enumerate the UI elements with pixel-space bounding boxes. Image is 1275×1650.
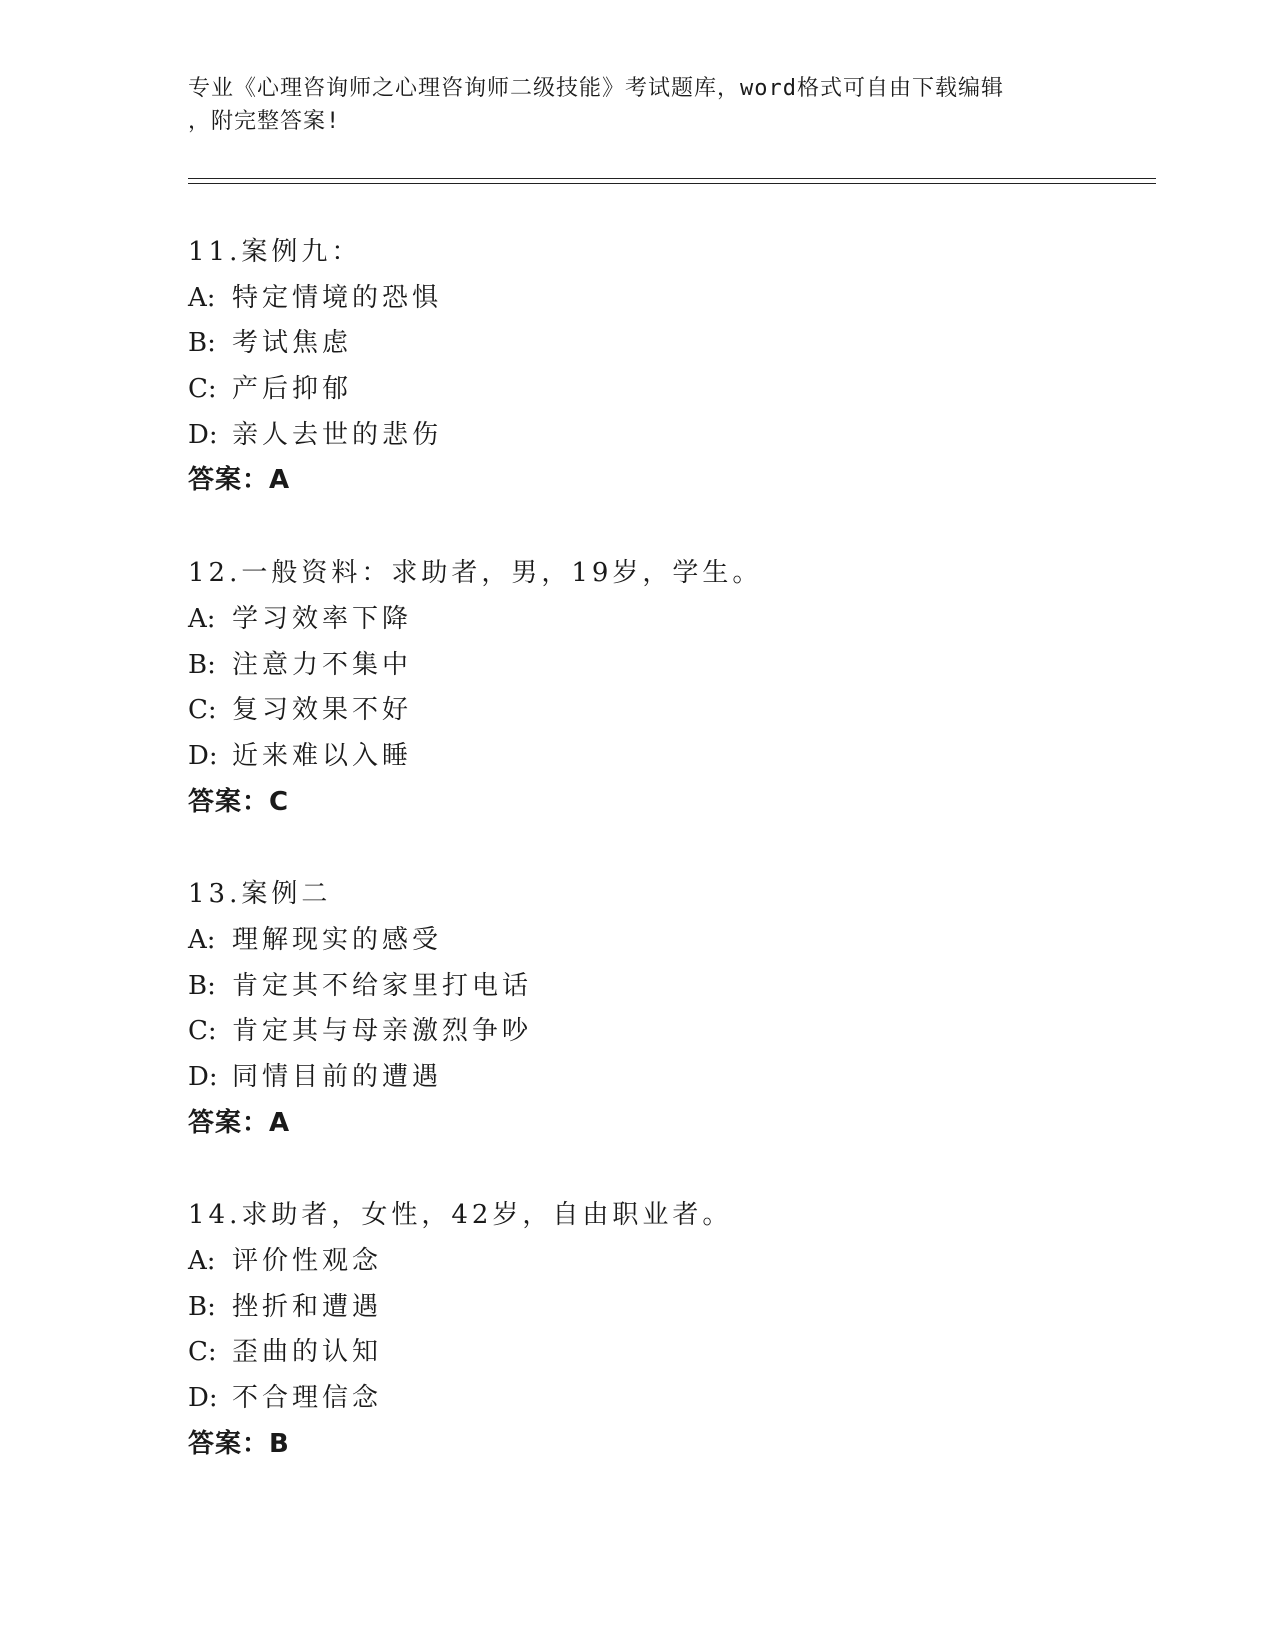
question-12 xyxy=(188,551,1148,825)
option-d xyxy=(188,734,1148,780)
option-text: 复习效果不好 xyxy=(232,695,413,726)
option-key: D: xyxy=(188,419,218,450)
option-key: D: xyxy=(188,740,218,771)
question-list xyxy=(188,230,1148,1515)
question-title: 13.案例二 xyxy=(188,879,332,910)
header-line-2: ，附完整答案! xyxy=(188,109,341,134)
document-header xyxy=(188,72,1088,138)
option-text: 亲人去世的悲伤 xyxy=(232,419,443,450)
option-key: A: xyxy=(188,1246,216,1277)
answer: 答案：A xyxy=(188,1107,291,1138)
question-title: 14.求助者，女性，42岁，自由职业者。 xyxy=(188,1200,733,1231)
option-b xyxy=(188,321,1148,367)
option-text: 不合理信念 xyxy=(232,1383,383,1414)
option-key: C: xyxy=(188,1016,217,1047)
option-key: C: xyxy=(188,695,217,726)
option-key: B: xyxy=(188,328,216,359)
question-13 xyxy=(188,872,1148,1146)
option-text: 近来难以入睡 xyxy=(232,740,413,771)
option-text: 肯定其与母亲激烈争吵 xyxy=(232,1016,533,1047)
option-key: D: xyxy=(188,1383,218,1414)
option-a xyxy=(188,918,1148,964)
option-text: 特定情境的恐惧 xyxy=(232,282,443,313)
option-c xyxy=(188,1009,1148,1055)
option-b xyxy=(188,643,1148,689)
header-line-1: 专业《心理咨询师之心理咨询师二级技能》考试题库，word格式可自由下载编辑 xyxy=(188,76,1004,101)
option-a xyxy=(188,276,1148,322)
option-d xyxy=(188,1376,1148,1422)
option-text: 评价性观念 xyxy=(232,1246,383,1277)
question-11 xyxy=(188,230,1148,504)
option-text: 学习效率下降 xyxy=(232,603,413,634)
option-a xyxy=(188,597,1148,643)
option-key: A: xyxy=(188,603,216,634)
option-key: B: xyxy=(188,970,216,1001)
option-text: 同情目前的遭遇 xyxy=(232,1062,443,1092)
question-14 xyxy=(188,1193,1148,1467)
option-text: 歪曲的认知 xyxy=(232,1337,383,1368)
option-c xyxy=(188,1330,1148,1376)
question-title: 11.案例九： xyxy=(188,237,362,267)
answer: 答案：C xyxy=(188,786,290,817)
option-key: B: xyxy=(188,1291,216,1322)
option-text: 理解现实的感受 xyxy=(232,924,443,955)
option-key: A: xyxy=(188,282,216,313)
answer: 答案：B xyxy=(188,1428,290,1459)
option-b xyxy=(188,964,1148,1010)
option-text: 考试焦虑 xyxy=(232,328,353,359)
option-d xyxy=(188,1055,1148,1101)
option-d xyxy=(188,413,1148,459)
option-key: C: xyxy=(188,1337,217,1368)
option-text: 挫折和遭遇 xyxy=(232,1291,383,1322)
option-text: 肯定其不给家里打电话 xyxy=(232,970,533,1001)
option-key: D: xyxy=(188,1062,218,1092)
option-key: C: xyxy=(188,374,217,405)
option-text: 注意力不集中 xyxy=(232,649,413,680)
option-c xyxy=(188,688,1148,734)
option-text: 产后抑郁 xyxy=(232,374,353,405)
option-a xyxy=(188,1239,1148,1285)
header-divider xyxy=(188,178,1156,184)
option-key: B: xyxy=(188,649,216,680)
question-title: 12.一般资料：求助者，男，19岁，学生。 xyxy=(188,558,763,589)
option-c xyxy=(188,367,1148,413)
option-b xyxy=(188,1285,1148,1331)
option-key: A: xyxy=(188,924,216,955)
answer: 答案：A xyxy=(188,465,291,496)
